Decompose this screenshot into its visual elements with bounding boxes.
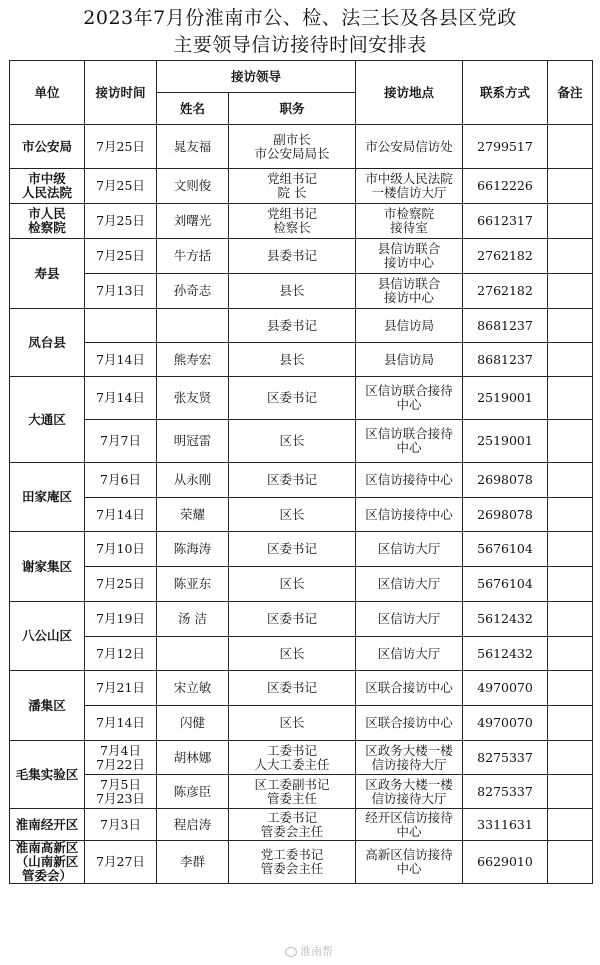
time-cell: 7月6日 [85,463,157,498]
remark-cell [548,602,593,637]
position-cell: 党组书记 院 长 [229,169,356,204]
header-contact: 联系方式 [463,61,548,125]
time-cell [85,309,157,343]
contact-cell: 6612226 [463,169,548,204]
position-cell: 区委书记 [229,532,356,567]
position-cell: 区工委副书记 管委主任 [229,775,356,809]
contact-cell: 8681237 [463,343,548,377]
name-cell: 汤 洁 [157,602,229,637]
remark-cell [548,420,593,463]
remark-cell [548,309,593,343]
unit-cell: 市公安局 [10,125,85,169]
remark-cell [548,567,593,602]
unit-cell: 毛集实验区 [10,741,85,809]
name-cell: 熊寿宏 [157,343,229,377]
unit-cell: 淮南高新区 （山南新区 管委会） [10,841,85,884]
contact-cell: 2519001 [463,420,548,463]
time-cell: 7月12日 [85,637,157,671]
name-cell: 张友贤 [157,377,229,420]
name-cell: 陈彦臣 [157,775,229,809]
time-cell: 7月25日 [85,239,157,274]
contact-cell: 2762182 [463,239,548,274]
position-cell: 县委书记 [229,239,356,274]
remark-cell [548,498,593,532]
location-cell: 高新区信访接待 中心 [356,841,463,884]
location-cell: 市公安局信访处 [356,125,463,169]
unit-cell: 市中级 人民法院 [10,169,85,204]
location-cell: 区政务大楼一楼 信访接待大厅 [356,775,463,809]
location-cell: 区信访接待中心 [356,463,463,498]
time-cell: 7月14日 [85,706,157,741]
table-row [10,343,593,377]
header-position: 职务 [229,93,356,125]
location-cell: 区联合接访中心 [356,706,463,741]
location-cell: 区信访大厅 [356,532,463,567]
contact-cell: 4970070 [463,671,548,706]
table-row [10,841,593,884]
remark-cell [548,463,593,498]
position-cell: 县委书记 [229,309,356,343]
remark-cell [548,532,593,567]
name-cell: 李群 [157,841,229,884]
table-row [10,204,593,239]
table-row [10,809,593,841]
time-cell: 7月25日 [85,169,157,204]
contact-cell: 5676104 [463,567,548,602]
contact-cell: 5676104 [463,532,548,567]
remark-cell [548,125,593,169]
name-cell: 陈海涛 [157,532,229,567]
name-cell: 胡林娜 [157,741,229,775]
page-title: 2023年7月份淮南市公、检、法三长及各县区党政 [83,7,517,29]
time-cell: 7月19日 [85,602,157,637]
table-row [10,532,593,567]
contact-cell: 4970070 [463,706,548,741]
page-subtitle: 主要领导信访接待时间安排表 [173,34,427,56]
contact-cell: 8275337 [463,741,548,775]
remark-cell [548,377,593,420]
header-unit: 单位 [10,61,85,125]
table-row [10,637,593,671]
remark-cell [548,274,593,309]
time-cell: 7月25日 [85,204,157,239]
remark-cell [548,204,593,239]
watermark-text: 淮南帮 [300,945,333,958]
position-cell: 区长 [229,420,356,463]
time-cell: 7月7日 [85,420,157,463]
table-row [10,239,593,274]
location-cell: 市检察院 接待室 [356,204,463,239]
position-cell: 区委书记 [229,377,356,420]
time-cell: 7月3日 [85,809,157,841]
table-row [10,602,593,637]
name-cell: 孙奇志 [157,274,229,309]
name-cell [157,309,229,343]
name-cell: 陈亚东 [157,567,229,602]
table-row [10,741,593,775]
position-cell: 副市长 市公安局局长 [229,125,356,169]
table-row [10,274,593,309]
location-cell: 区信访联合接待 中心 [356,377,463,420]
unit-cell: 田家庵区 [10,463,85,532]
header-remark: 备注 [548,61,593,125]
location-cell: 县信访局 [356,309,463,343]
name-cell [157,637,229,671]
name-cell: 刘曙光 [157,204,229,239]
remark-cell [548,343,593,377]
location-cell: 县信访联合 接访中心 [356,239,463,274]
table-row [10,463,593,498]
contact-cell: 2799517 [463,125,548,169]
position-cell: 区长 [229,498,356,532]
table-row [10,498,593,532]
position-cell: 县长 [229,274,356,309]
position-cell: 党工委书记 管委会主任 [229,841,356,884]
remark-cell [548,741,593,775]
header-location: 接访地点 [356,61,463,125]
name-cell: 程启涛 [157,809,229,841]
position-cell: 工委书记 人大工委主任 [229,741,356,775]
location-cell: 经开区信访接待 中心 [356,809,463,841]
position-cell: 区长 [229,706,356,741]
name-cell: 从永刚 [157,463,229,498]
unit-cell: 八公山区 [10,602,85,671]
time-cell: 7月27日 [85,841,157,884]
contact-cell: 2762182 [463,274,548,309]
remark-cell [548,841,593,884]
time-cell: 7月25日 [85,125,157,169]
position-cell: 区委书记 [229,671,356,706]
unit-cell: 市人民 检察院 [10,204,85,239]
weibo-icon [285,947,297,957]
contact-cell: 3311631 [463,809,548,841]
time-cell: 7月14日 [85,498,157,532]
location-cell: 市中级人民法院 一楼信访大厅 [356,169,463,204]
location-cell: 区信访大厅 [356,602,463,637]
position-cell: 区委书记 [229,463,356,498]
contact-cell: 2698078 [463,498,548,532]
name-cell: 闪健 [157,706,229,741]
time-cell: 7月5日 7月23日 [85,775,157,809]
remark-cell [548,239,593,274]
time-cell: 7月21日 [85,671,157,706]
unit-cell: 寿县 [10,239,85,309]
position-cell: 区长 [229,567,356,602]
contact-cell: 5612432 [463,637,548,671]
position-cell: 区委书记 [229,602,356,637]
table-row [10,567,593,602]
location-cell: 区信访联合接待 中心 [356,420,463,463]
table-row [10,671,593,706]
table-row [10,706,593,741]
time-cell: 7月10日 [85,532,157,567]
name-cell: 荣耀 [157,498,229,532]
watermark [285,943,333,959]
position-cell: 区长 [229,637,356,671]
name-cell: 晁友福 [157,125,229,169]
name-cell: 牛方括 [157,239,229,274]
location-cell: 区联合接访中心 [356,671,463,706]
remark-cell [548,706,593,741]
remark-cell [548,809,593,841]
location-cell: 区政务大楼一楼 信访接待大厅 [356,741,463,775]
name-cell: 文则俊 [157,169,229,204]
contact-cell: 8275337 [463,775,548,809]
location-cell: 区信访大厅 [356,567,463,602]
time-cell: 7月14日 [85,377,157,420]
location-cell: 区信访接待中心 [356,498,463,532]
remark-cell [548,637,593,671]
table-row [10,377,593,420]
table-row [10,125,593,169]
contact-cell: 5612432 [463,602,548,637]
unit-cell: 谢家集区 [10,532,85,602]
time-cell: 7月4日 7月22日 [85,741,157,775]
header-name: 姓名 [157,93,229,125]
position-cell: 县长 [229,343,356,377]
contact-cell: 2519001 [463,377,548,420]
time-cell: 7月14日 [85,343,157,377]
location-cell: 县信访联合 接访中心 [356,274,463,309]
position-cell: 工委书记 管委会主任 [229,809,356,841]
header-time: 接访时间 [85,61,157,125]
unit-cell: 淮南经开区 [10,809,85,841]
unit-cell: 大通区 [10,377,85,463]
name-cell: 宋立敏 [157,671,229,706]
table-row [10,420,593,463]
remark-cell [548,671,593,706]
table-row [10,309,593,343]
header-leader: 接访领导 [157,61,356,93]
contact-cell: 6629010 [463,841,548,884]
contact-cell: 8681237 [463,309,548,343]
remark-cell [548,169,593,204]
schedule-body [10,125,593,884]
name-cell: 明冠雷 [157,420,229,463]
remark-cell [548,775,593,809]
time-cell: 7月13日 [85,274,157,309]
contact-cell: 2698078 [463,463,548,498]
position-cell: 党组书记 检察长 [229,204,356,239]
unit-cell: 凤台县 [10,309,85,377]
contact-cell: 6612317 [463,204,548,239]
location-cell: 区信访大厅 [356,637,463,671]
unit-cell: 潘集区 [10,671,85,741]
table-row [10,775,593,809]
table-row [10,169,593,204]
location-cell: 县信访局 [356,343,463,377]
schedule-table [9,60,593,884]
time-cell: 7月25日 [85,567,157,602]
